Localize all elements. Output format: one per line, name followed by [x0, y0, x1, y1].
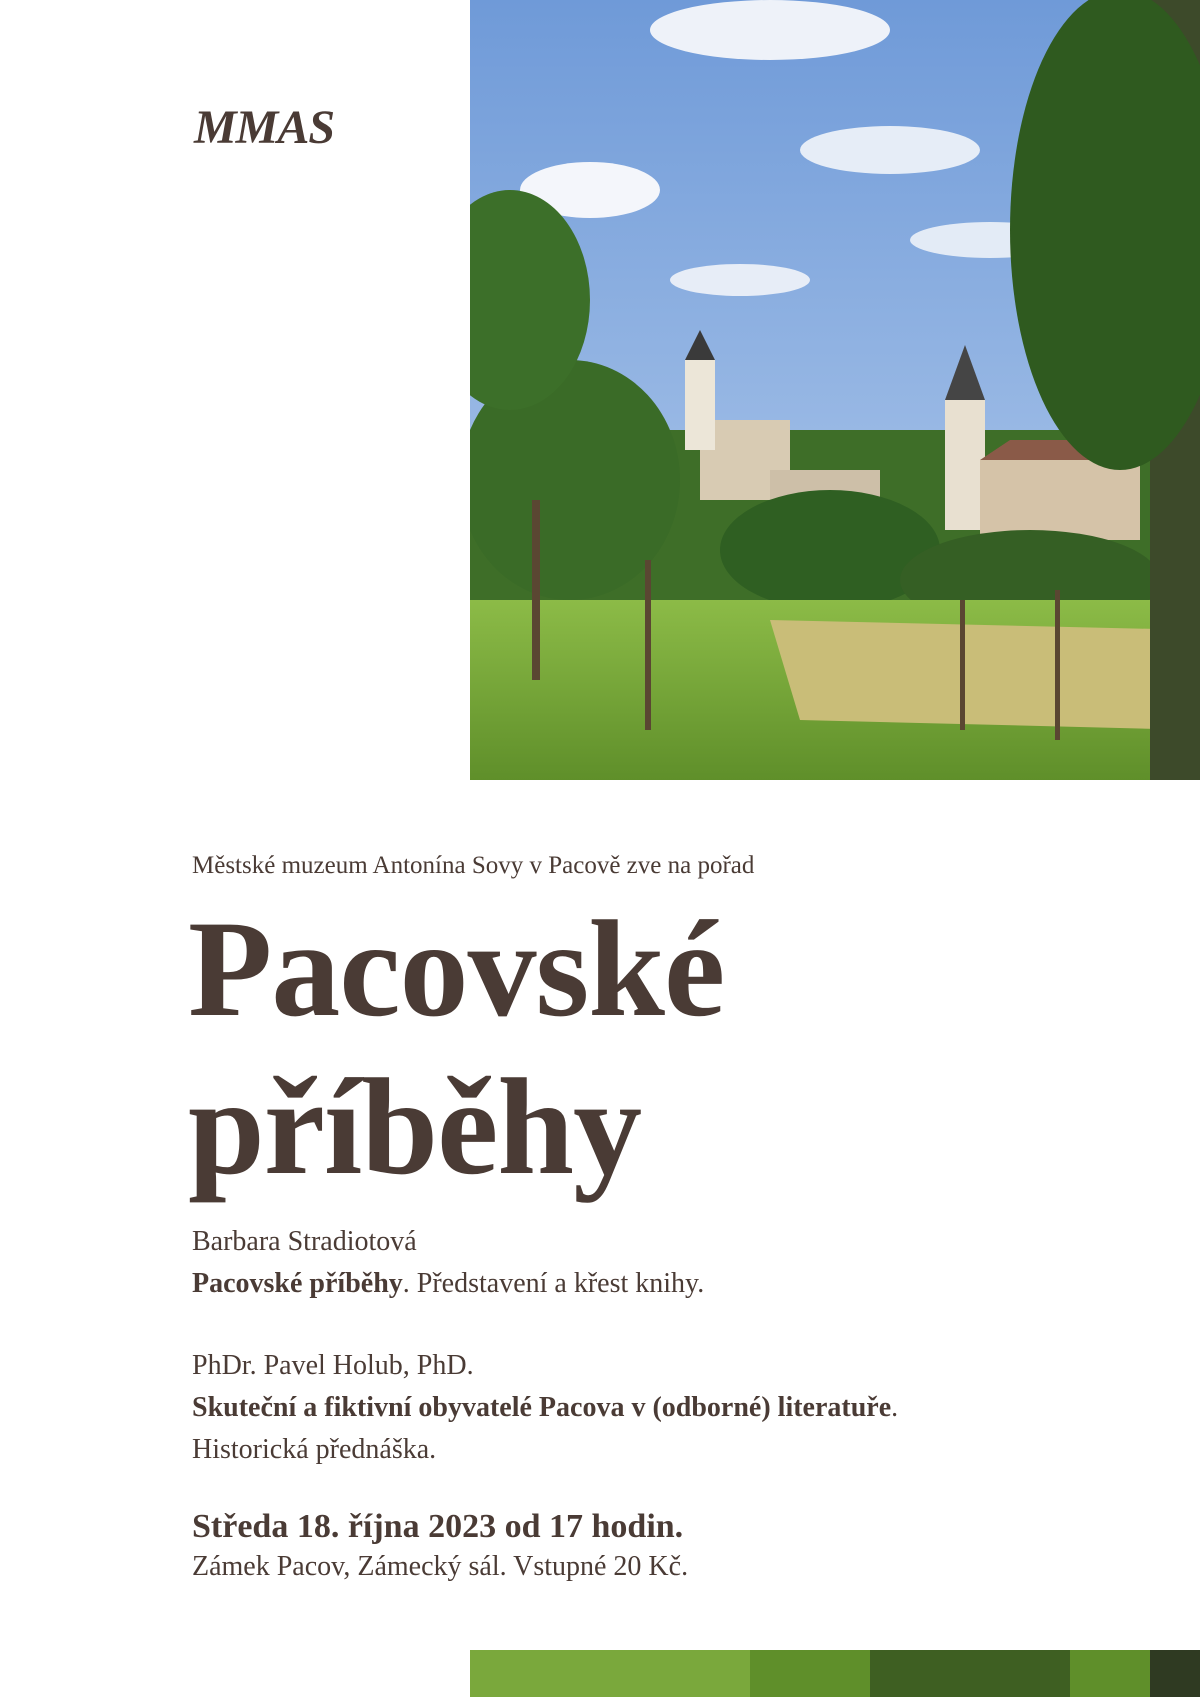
program-1-work-title: Pacovské příběhy: [192, 1268, 403, 1299]
event-venue: Zámek Pacov, Zámecký sál. Vstupné 20 Kč.: [192, 1551, 689, 1582]
program-1-work-rest: . Představení a křest knihy.: [402, 1268, 705, 1299]
program-2-work-rest: .: [891, 1392, 899, 1423]
mmas-logo: MMAS: [194, 101, 335, 154]
program-2-subtitle: Historická přednáška.: [192, 1434, 437, 1465]
grass-photo-icon: [470, 1650, 1200, 1697]
program-2-work-title: Skuteční a fiktivní obyvatelé Pacova v (odborné) literatuře: [192, 1392, 892, 1423]
landscape-photo-icon: [470, 0, 1200, 780]
title-line-2: příběhy: [188, 1050, 642, 1203]
program-2-work: [192, 1387, 898, 1429]
bottom-photo-strip: [470, 1650, 1200, 1697]
title-line-1: Pacovské: [188, 892, 725, 1045]
program-item-2: [192, 1345, 898, 1471]
program-2-author: PhDr. Pavel Holub, PhD.: [192, 1350, 474, 1381]
program-item-1: [192, 1221, 704, 1305]
intro-text: Městské muzeum Antonína Sovy v Pacově zve na pořad: [192, 852, 755, 879]
event-title: [188, 890, 724, 1206]
program-1-work: [192, 1263, 704, 1305]
town-landscape-photo: [470, 0, 1200, 780]
event-date: Středa 18. října 2023 od 17 hodin.: [192, 1508, 684, 1545]
program-1-author: Barbara Stradiotová: [192, 1226, 417, 1257]
event-details: [192, 1505, 688, 1585]
